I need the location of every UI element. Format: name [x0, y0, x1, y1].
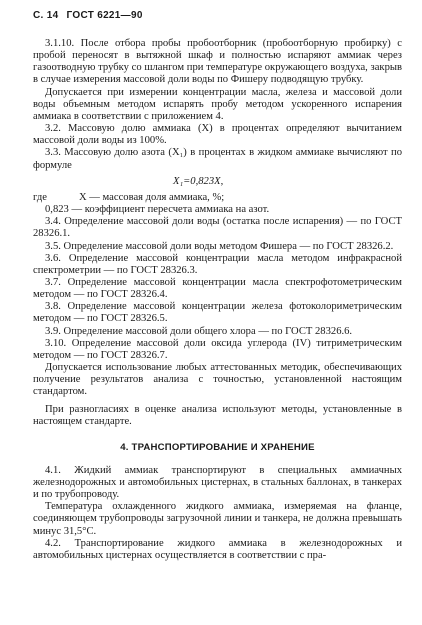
paragraph-3-8: 3.8. Определение массовой концентрации железа фотоколориметрическим методом — по ГОСТ 28326.5. — [33, 301, 402, 325]
paragraph-4-2: 4.2. Транспортирование жидкого аммиака в железнодорожных и автомобильных цистернах осуществляется в соответствии с пра- — [33, 537, 402, 561]
paragraph-3-2: 3.2. Массовую долю аммиака (X) в процентах определяют вычитанием массовой доли воды из 100%. — [33, 123, 402, 147]
paragraph-3-5: 3.5. Определение массовой доли воды методом Фишера — по ГОСТ 28326.2. — [45, 240, 394, 252]
paragraph-3-9: 3.9. Определение массовой доли общего хлора — по ГОСТ 28326.6. — [45, 325, 353, 337]
standard-code: ГОСТ 6221—90 — [66, 10, 143, 21]
paragraph-allowed-methods: Допускается использование любых аттестованных методик, обеспечивающих получение результатов анализа с точностью, установленной настоящим стандартом. — [33, 362, 402, 398]
paragraph-3-4: 3.4. Определение массовой доли воды (остатка после испарения) — по ГОСТ 28326.1. — [33, 216, 402, 240]
paragraph-3-3: 3.3. Массовую долю азота (X₁) в процентах в жидком аммиаке вычисляют по формуле — [33, 147, 402, 171]
paragraph-3-7: 3.7. Определение массовой концентрации масла спектрофотометрическим методом — по ГОСТ 28326.4. — [33, 276, 402, 301]
paragraph-disagreements: При разногласиях в оценке анализа используют методы, установленные в настоящем стандарте. — [33, 403, 402, 427]
paragraph-3-6: 3.6. Определение массовой концентрации масла методом инфракрасной спектрометрии — по ГОСТ 28326.3. — [33, 252, 402, 276]
page-header — [33, 10, 402, 22]
section-title-transport: 4. ТРАНСПОРТИРОВАНИЕ И ХРАНЕНИЕ — [120, 441, 315, 453]
legend-text: X — массовая доля аммиака, %; — [79, 191, 225, 203]
page-number: 14 — [46, 10, 59, 21]
paragraph-ammonia-evaporation: Допускается при измерении концентрации масла, железа и массовой доли воды объемным методом испарять пробу методом ускоренного испарения аммиака в соответствии с приложением 4. — [33, 86, 402, 122]
formula: X₁=0,823X, — [173, 175, 224, 187]
formula-legend — [33, 192, 402, 204]
paragraph-4-1: 4.1. Жидкий аммиак транспортируют в специальных аммиачных железнодорожных и автомобильных цистернах, в стальных баллонах, в танкерах и по трубопроводу. — [33, 464, 402, 501]
header-prefix: С. — [33, 10, 44, 21]
paragraph-coefficient: 0,823 — коэффициент пересчета аммиака на азот. — [45, 204, 270, 216]
paragraph-temperature: Температура охлажденного жидкого аммиака, измеряемая на фланце, соединяющем трубопроводы загрузочной линии и танкера, не должна превышать минус 31,5°С. — [33, 501, 402, 537]
legend-key: где — [33, 191, 47, 203]
paragraph-3-10: 3.10. Определение массовой доли оксида углерода (IV) титриметрическим методом — по ГОСТ 28326.7. — [33, 337, 402, 361]
paragraph-3-1-10: 3.1.10. После отбора пробы пробоотборник (пробоотборную пробирку) с пробой переносят в вытяжной шкаф и полностью испаряют аммиак через газоотводную трубку со шлангом при температуре окружающего воздуха, закрыв в случае измерения массовой доли воды по Фишеру подводящую трубку. — [33, 38, 402, 86]
